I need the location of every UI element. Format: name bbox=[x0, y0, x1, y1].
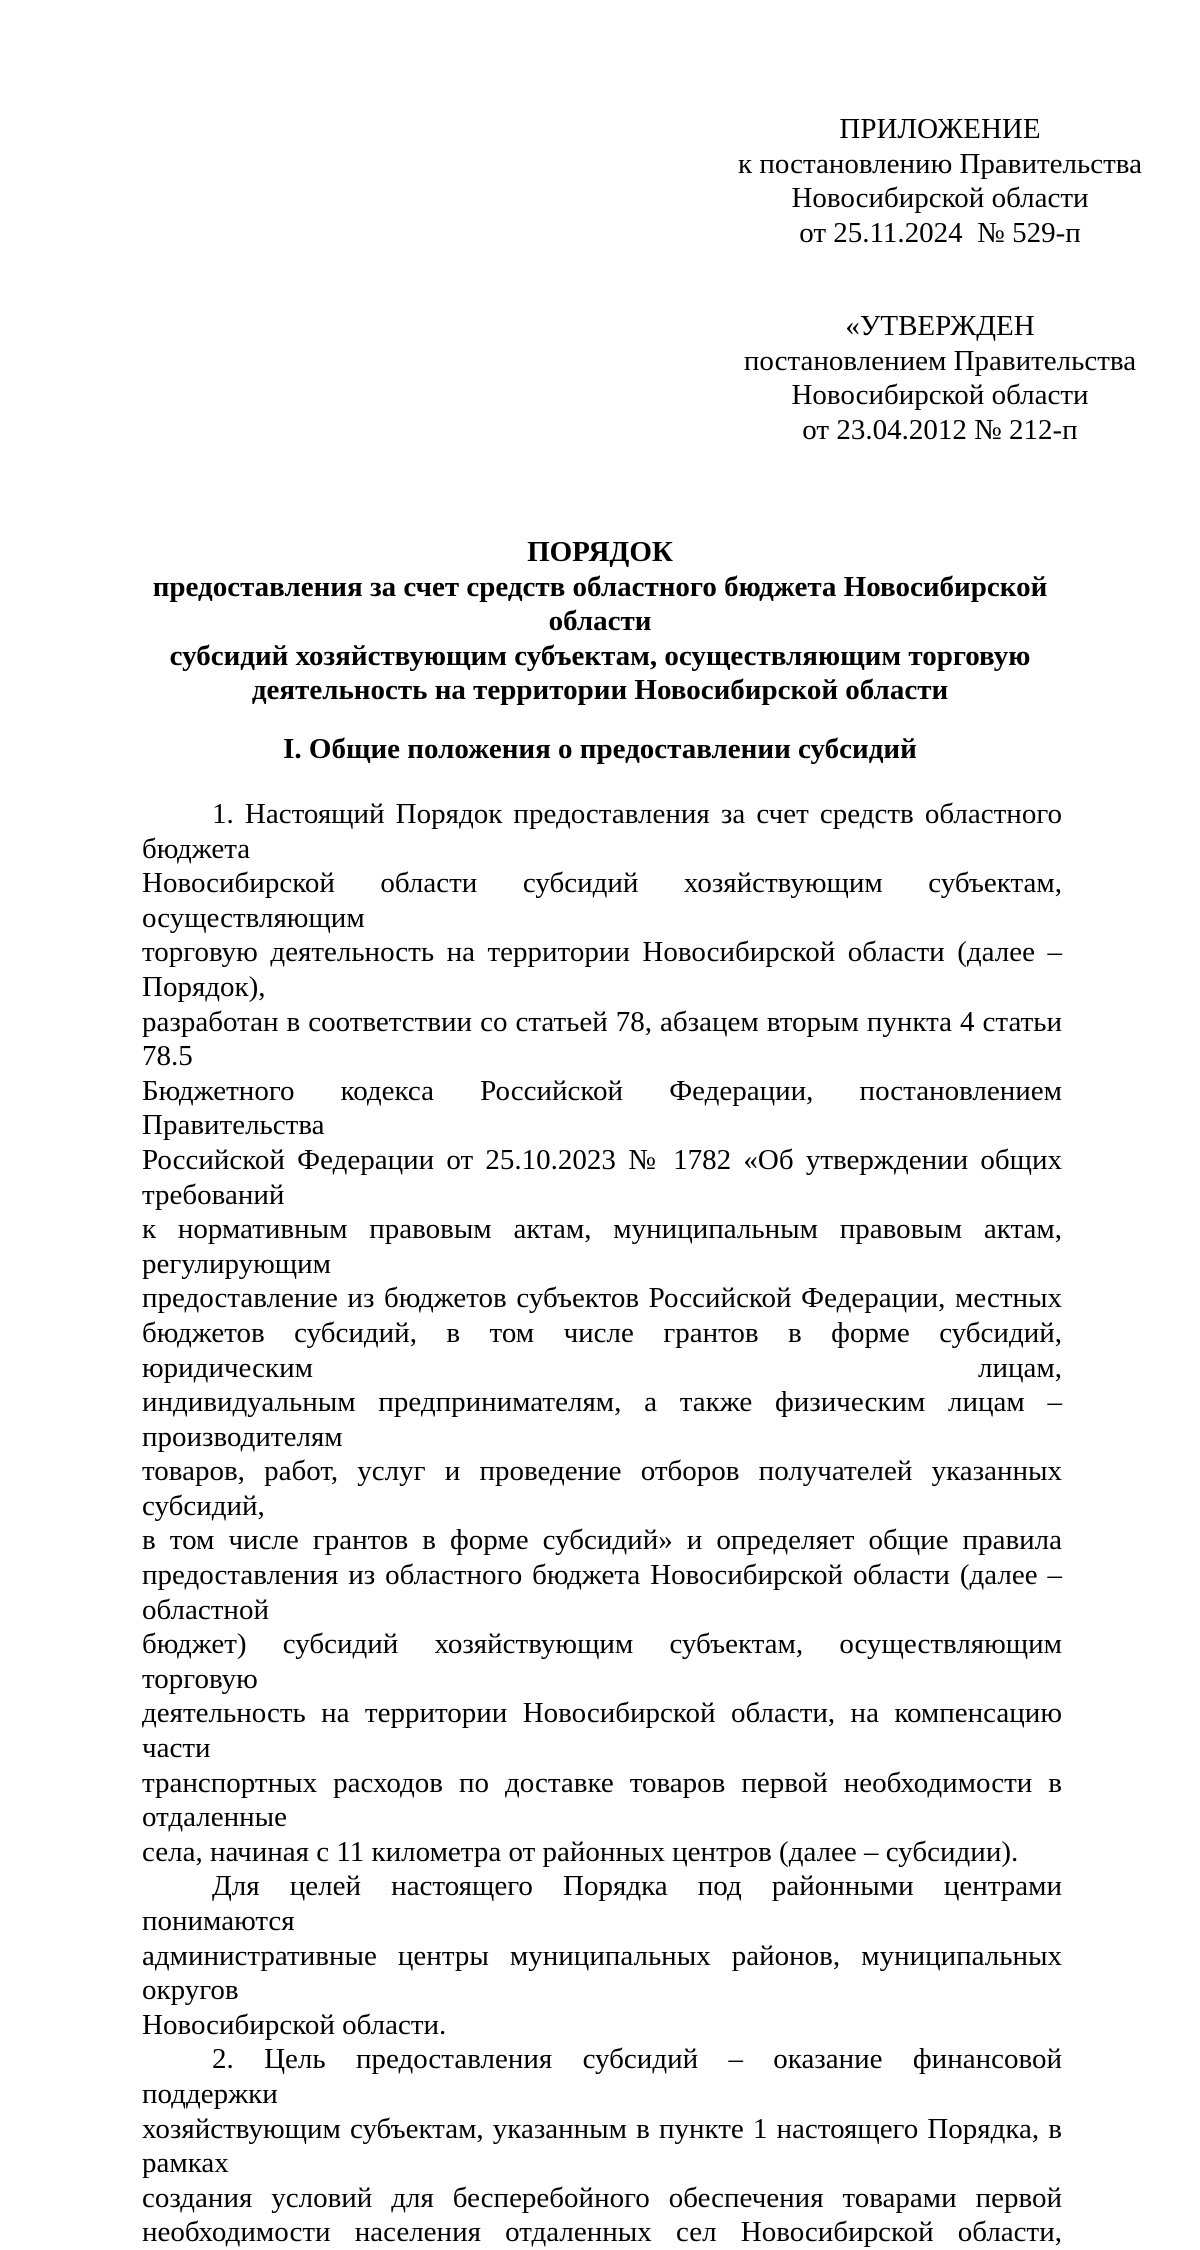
paragraph-line: к нормативным правовым актам, муниципальным правовым актам, регулирующим bbox=[142, 1213, 1062, 1280]
body-text bbox=[142, 797, 1062, 2250]
document-title-heading: ПОРЯДОК bbox=[527, 536, 673, 568]
appendix-line-4: от 25.11.2024 № 529-п bbox=[799, 216, 1081, 249]
appendix-line-2: к постановлению Правительства bbox=[738, 147, 1142, 180]
approved-line-3: Новосибирской области bbox=[791, 379, 1089, 411]
paragraph-line: деятельность на территории Новосибирской области, на компенсацию части bbox=[142, 1697, 1062, 1765]
approved-line-1: «УТВЕРЖДЕН bbox=[845, 310, 1035, 342]
document-title-line-2: субсидий хозяйствующим субъектам, осуществляющим торговую bbox=[169, 639, 1031, 672]
paragraph-line: Российской Федерации от 25.10.2023 № 1782 «Об утверждении общих требований bbox=[142, 1143, 1062, 1211]
paragraph-line: бюджет) субсидий хозяйствующим субъектам, осуществляющим торговую bbox=[142, 1628, 1062, 1695]
appendix-line-3: Новосибирской области bbox=[791, 182, 1089, 214]
paragraph-line: транспортных расходов по доставке товаров первой необходимости в отдаленные bbox=[142, 1766, 1062, 1834]
paragraph-line: Бюджетного кодекса Российской Федерации, постановлением Правительства bbox=[142, 1074, 1062, 1142]
paragraph-line: предоставление из бюджетов субъектов Российской Федерации, местных bbox=[142, 1282, 1062, 1315]
section-heading: I. Общие положения о предоставлении субсидий bbox=[283, 733, 917, 765]
paragraph-line: Новосибирской области субсидий хозяйствующим субъектам, осуществляющим bbox=[142, 867, 1062, 934]
paragraph-line: 1. Настоящий Порядок предоставления за счет средств областного бюджета bbox=[142, 798, 1062, 865]
paragraph-2 bbox=[142, 1869, 1062, 2042]
paragraph-3 bbox=[142, 2042, 1062, 2250]
approved-line-2: постановлением Правительства bbox=[743, 344, 1137, 377]
paragraph-1 bbox=[142, 797, 1062, 1869]
document-title-line-1: предоставления за счет средств областного бюджета Новосибирской области bbox=[152, 570, 1048, 637]
approved-stamp bbox=[720, 309, 1160, 447]
paragraph-line: 2. Цель предоставления субсидий – оказание финансовой поддержки bbox=[142, 2043, 1062, 2110]
appendix-title: ПРИЛОЖЕНИЕ bbox=[839, 113, 1041, 145]
paragraph-line: хозяйствующим субъектам, указанным в пункте 1 настоящего Порядка, в рамках bbox=[142, 2112, 1062, 2180]
paragraph-line: предоставления из областного бюджета Новосибирской области (далее – областной bbox=[142, 1559, 1062, 1626]
paragraph-line: села, начиная с 11 километра от районных центров (далее – субсидии). bbox=[142, 1835, 1019, 1868]
paragraph-line: Новосибирской области. bbox=[142, 2008, 447, 2041]
paragraph-line: бюджетов субсидий, в том числе грантов в форме субсидий, юридическим лицам, bbox=[142, 1316, 1062, 1384]
paragraph-line: индивидуальным предпринимателям, а также физическим лицам – производителям bbox=[142, 1386, 1062, 1453]
document-title bbox=[140, 535, 1060, 708]
paragraph-line: административные центры муниципальных районов, муниципальных округов bbox=[142, 1939, 1062, 2007]
paragraph-line: торговую деятельность на территории Новосибирской области (далее – Порядок), bbox=[142, 936, 1062, 1003]
paragraph-line: необходимости населения отдаленных сел Новосибирской области, bbox=[142, 2216, 1062, 2249]
appendix-stamp bbox=[720, 112, 1160, 250]
paragraph-line: Для целей настоящего Порядка под районными центрами понимаются bbox=[142, 1870, 1062, 1937]
paragraph-line: разработан в соответствии со статьей 78, абзацем вторым пункта 4 статьи 78.5 bbox=[142, 1005, 1062, 1073]
paragraph-line: в том числе грантов в форме субсидий» и определяет общие правила bbox=[142, 1524, 1062, 1557]
document-title-line-3: деятельность на территории Новосибирской области bbox=[251, 674, 949, 706]
approved-line-4: от 23.04.2012 № 212-п bbox=[802, 413, 1078, 446]
paragraph-line: создания условий для бесперебойного обеспечения товарами первой bbox=[142, 2181, 1062, 2214]
paragraph-line: товаров, работ, услуг и проведение отборов получателей указанных субсидий, bbox=[142, 1455, 1062, 1522]
